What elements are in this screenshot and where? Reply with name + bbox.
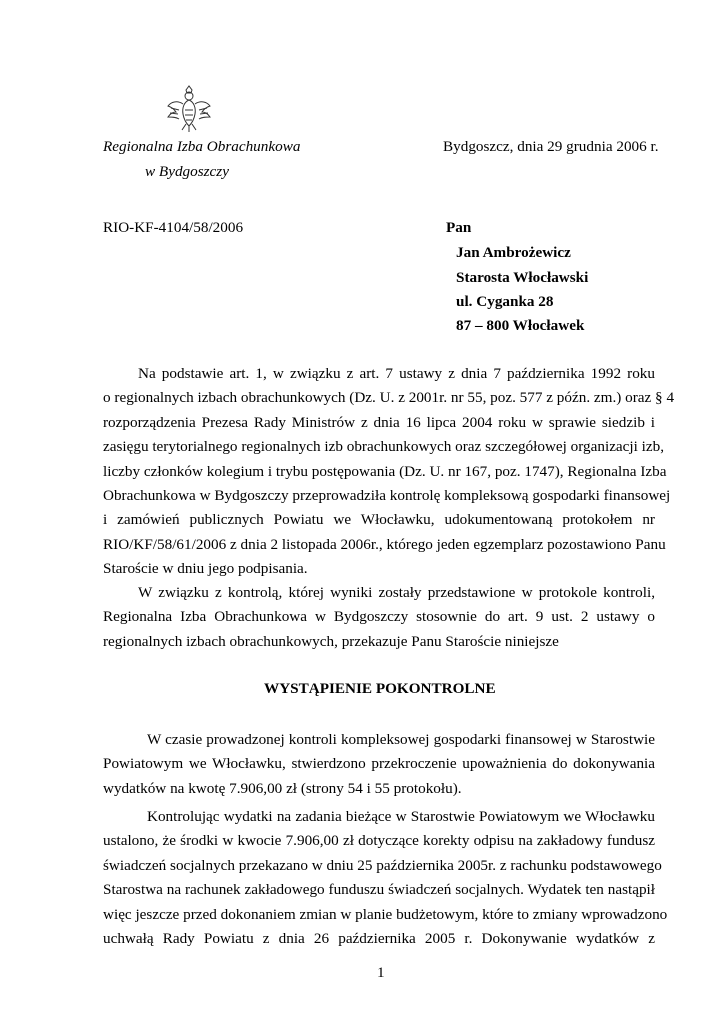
recipient-position: Starosta Włocławski (456, 269, 589, 286)
polish-eagle-emblem-icon (166, 84, 212, 134)
text-line: Staroście w dniu jego podpisania. (103, 560, 308, 578)
text-line: liczby członków kolegium i trybu postępowania (Dz. U. nr 167, poz. 1747), Regionalna Izba (103, 462, 667, 480)
text-line: Na podstawie art. 1, w związku z art. 7 ustawy z dnia 7 października 1992 roku (138, 365, 655, 382)
institution-name: Regionalna Izba Obrachunkowa (103, 138, 301, 155)
text-line: wydatków na kwotę 7.906,00 zł (strony 54 i 55 protokołu). (103, 779, 462, 797)
paragraph-legal-basis (103, 362, 675, 582)
text-line: W czasie prowadzonej kontroli kompleksowej gospodarki finansowej w Starostwie (147, 731, 655, 748)
text-line: zasięgu terytorialnego regionalnych izb obrachunkowych oraz szczegółowej organizacji izb, (103, 438, 665, 456)
text-line: RIO/KF/58/61/2006 z dnia 2 listopada 2006r., którego jeden egzemplarz pozostawiono Panu (103, 535, 666, 553)
text-line: o regionalnych izbach obrachunkowych (Dz. U. z 2001r. nr 55, poz. 577 z późn. zm.) oraz § 4 (103, 389, 675, 407)
paragraph-expenditure-detail (103, 805, 668, 951)
recipient-salutation: Pan (446, 219, 472, 236)
text-line: Kontrolując wydatki na zadania bieżące w Starostwie Powiatowym we Włocławku (147, 808, 655, 825)
recipient-street: ul. Cyganka 28 (456, 293, 554, 310)
paragraph-finding (103, 728, 655, 801)
text-line: regionalnych izbach obrachunkowych, przekazuje Panu Staroście niniejsze (103, 632, 559, 650)
recipient-city: 87 – 800 Włocławek (456, 317, 585, 334)
document-heading: WYSTĄPIENIE POKONTROLNE (264, 680, 496, 697)
text-line: Powiatowym we Włocławku, stwierdzono przekroczenie upoważnienia do dokonywania (103, 755, 655, 773)
text-line: ustalono, że środki w kwocie 7.906,00 zł dotyczące korekty odpisu na zakładowy fundusz (103, 832, 655, 850)
text-line: Regionalna Izba Obrachunkowa w Bydgoszczy stosownie do art. 9 ust. 2 ustawy o (103, 608, 655, 626)
text-line: uchwałą Rady Powiatu z dnia 26 października 2005 r. Dokonywanie wydatków z (103, 929, 655, 947)
text-line: więc jeszcze przed dokonaniem zmian w planie budżetowym, które to zmiany wprowadzono (103, 905, 668, 923)
recipient-name: Jan Ambrożewicz (456, 244, 571, 261)
paragraph-control-summary (103, 581, 655, 654)
institution-city: w Bydgoszczy (145, 163, 229, 180)
text-line: rozporządzenia Prezesa Rady Ministrów z dnia 16 lipca 2004 roku w sprawie siedzib i (103, 413, 655, 431)
text-line: i zamówień publicznych Powiatu we Włocławku, udokumentowaną protokołem nr (103, 511, 655, 529)
text-line: świadczeń socjalnych przekazano w dniu 25 października 2005r. z rachunku podstawowego (103, 856, 662, 874)
text-line: W związku z kontrolą, której wyniki zostały przedstawione w protokole kontroli, (138, 584, 655, 601)
place-and-date: Bydgoszcz, dnia 29 grudnia 2006 r. (443, 138, 659, 155)
text-line: Starostwa na rachunek zakładowego funduszu świadczeń socjalnych. Wydatek ten nastąpił (103, 881, 655, 899)
page-number: 1 (377, 964, 385, 981)
text-line: Obrachunkowa w Bydgoszczy przeprowadziła kontrolę kompleksową gospodarki finansowej (103, 486, 671, 504)
reference-number: RIO-KF-4104/58/2006 (103, 219, 244, 236)
